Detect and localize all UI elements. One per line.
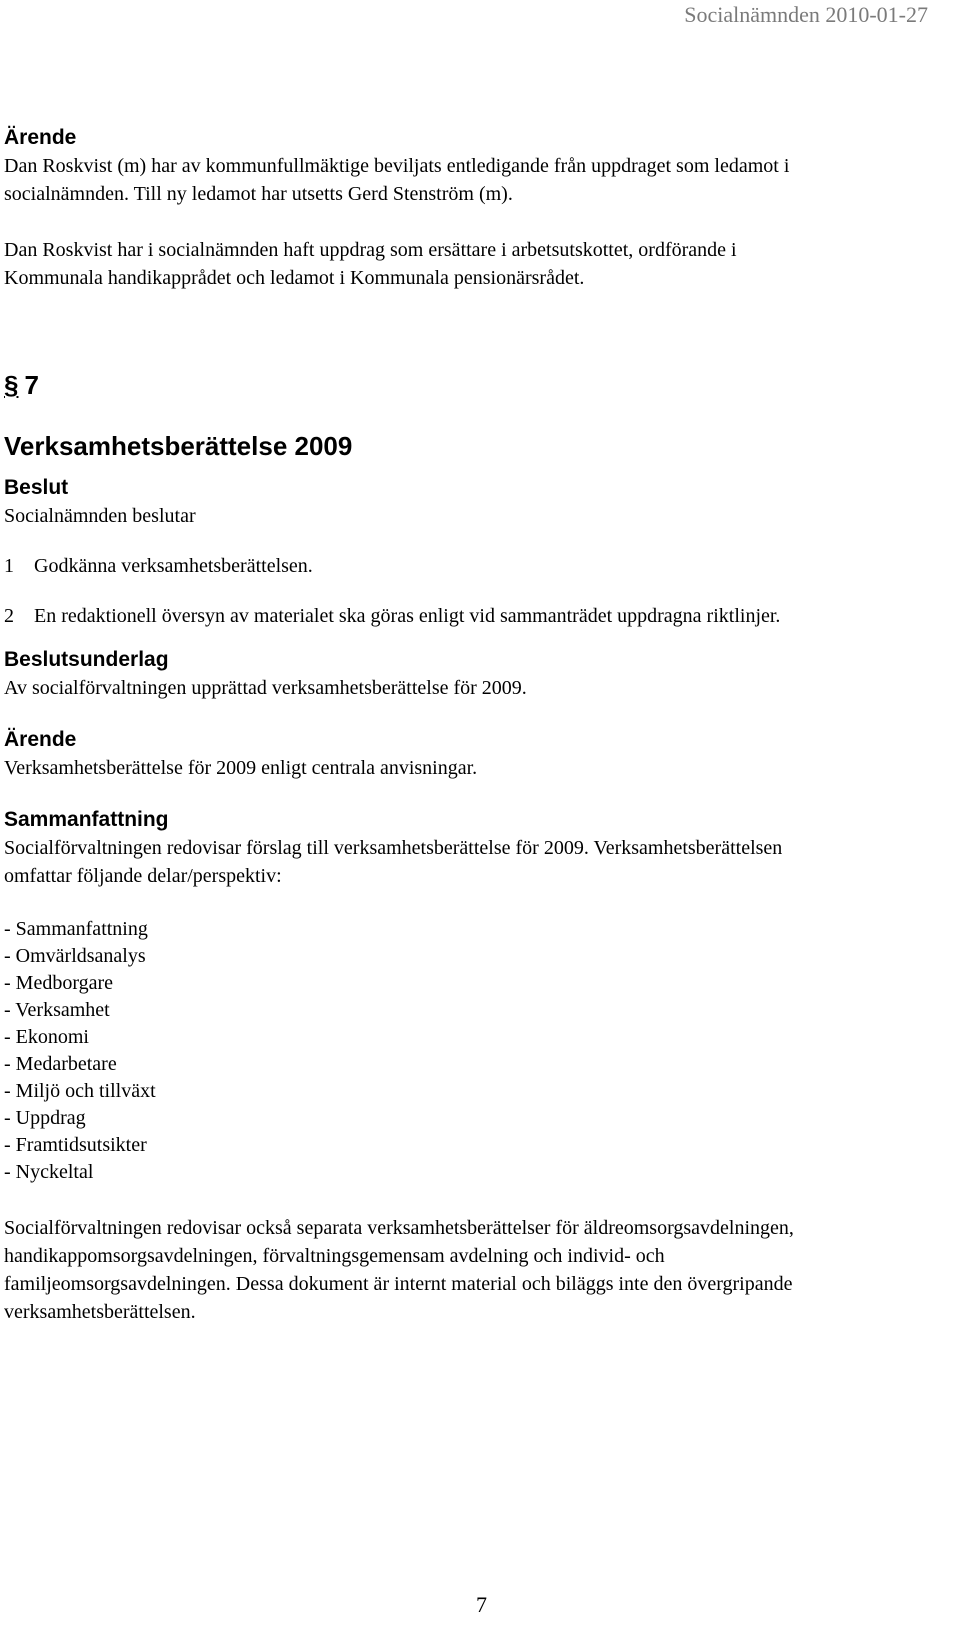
beslut-intro: Socialnämnden beslutar (4, 505, 196, 527)
sammanfattning-closing-line-4: verksamhetsberättelsen. (4, 1301, 196, 1323)
section-number (4, 370, 956, 400)
list-item: - Medborgare (4, 972, 114, 994)
sammanfattning-block (4, 806, 956, 1326)
section-title: Verksamhetsberättelse 2009 (4, 431, 353, 461)
previous-arende-line-1: Dan Roskvist (m) har av kommunfullmäktige beviljats entledigande från uppdraget som ledamot i (4, 155, 790, 177)
page-number: 7 (476, 1592, 487, 1617)
beslut-item-text: En redaktionell översyn av materialet ska göras enligt vid sammanträdet uppdragna riktlinjer. (34, 605, 781, 627)
beslut-item-number: 2 (4, 605, 14, 627)
beslut-item-number: 1 (4, 555, 14, 577)
beslutsunderlag-block (4, 646, 956, 702)
list-item: - Medarbetare (4, 1053, 117, 1075)
list-item: - Omvärldsanalys (4, 945, 146, 967)
section-number-value: 7 (24, 370, 39, 400)
beslut-block (4, 474, 956, 630)
sammanfattning-closing-line-3: familjeomsorgsavdelningen. Dessa dokument är internt material och biläggs inte den övergripande (4, 1273, 793, 1295)
previous-arende-line-4: Kommunala handikapprådet och ledamot i Kommunala pensionärsrådet. (4, 267, 585, 289)
beslut-item-1 (4, 552, 956, 580)
list-item: - Miljö och tillväxt (4, 1080, 156, 1102)
sammanfattning-heading: Sammanfattning (4, 808, 169, 831)
sammanfattning-line-1: Socialförvaltningen redovisar förslag till verksamhetsberättelse för 2009. Verksamhetsberättelsen (4, 837, 783, 859)
previous-arende-line-3: Dan Roskvist har i socialnämnden haft uppdrag som ersättare i arbetsutskottet, ordförande i (4, 239, 737, 261)
previous-arende-line-2: socialnämnden. Till ny ledamot har utsetts Gerd Stenström (m). (4, 183, 513, 205)
list-item: - Verksamhet (4, 999, 110, 1021)
beslut-item-2 (4, 602, 956, 630)
arende-text: Verksamhetsberättelse för 2009 enligt centrala anvisningar. (4, 757, 478, 779)
list-item: - Ekonomi (4, 1026, 89, 1048)
sammanfattning-closing-line-2: handikappomsorgsavdelningen, förvaltningsgemensam avdelning och individ- och (4, 1245, 665, 1267)
sammanfattning-line-2: omfattar följande delar/perspektiv: (4, 865, 282, 887)
sammanfattning-closing-line-1: Socialförvaltningen redovisar också separata verksamhetsberättelser för äldreomsorgsavdelningen, (4, 1217, 794, 1239)
arende-heading: Ärende (4, 728, 77, 751)
beslut-item-text: Godkänna verksamhetsberättelsen. (34, 555, 313, 577)
previous-item (4, 124, 956, 292)
page-header: Socialnämnden 2010-01-27 (684, 2, 928, 27)
document-body (4, 124, 956, 1326)
list-item: - Sammanfattning (4, 918, 148, 940)
beslut-heading: Beslut (4, 476, 69, 499)
arende-block (4, 726, 956, 782)
list-item: - Framtidsutsikter (4, 1134, 147, 1156)
beslutsunderlag-heading: Beslutsunderlag (4, 648, 169, 671)
previous-arende-heading: Ärende (4, 126, 77, 149)
perspective-list (4, 916, 956, 1186)
beslutsunderlag-text: Av socialförvaltningen upprättad verksamhetsberättelse för 2009. (4, 677, 527, 699)
section-symbol: § (4, 370, 19, 400)
list-item: - Uppdrag (4, 1107, 86, 1129)
list-item: - Nyckeltal (4, 1161, 94, 1183)
